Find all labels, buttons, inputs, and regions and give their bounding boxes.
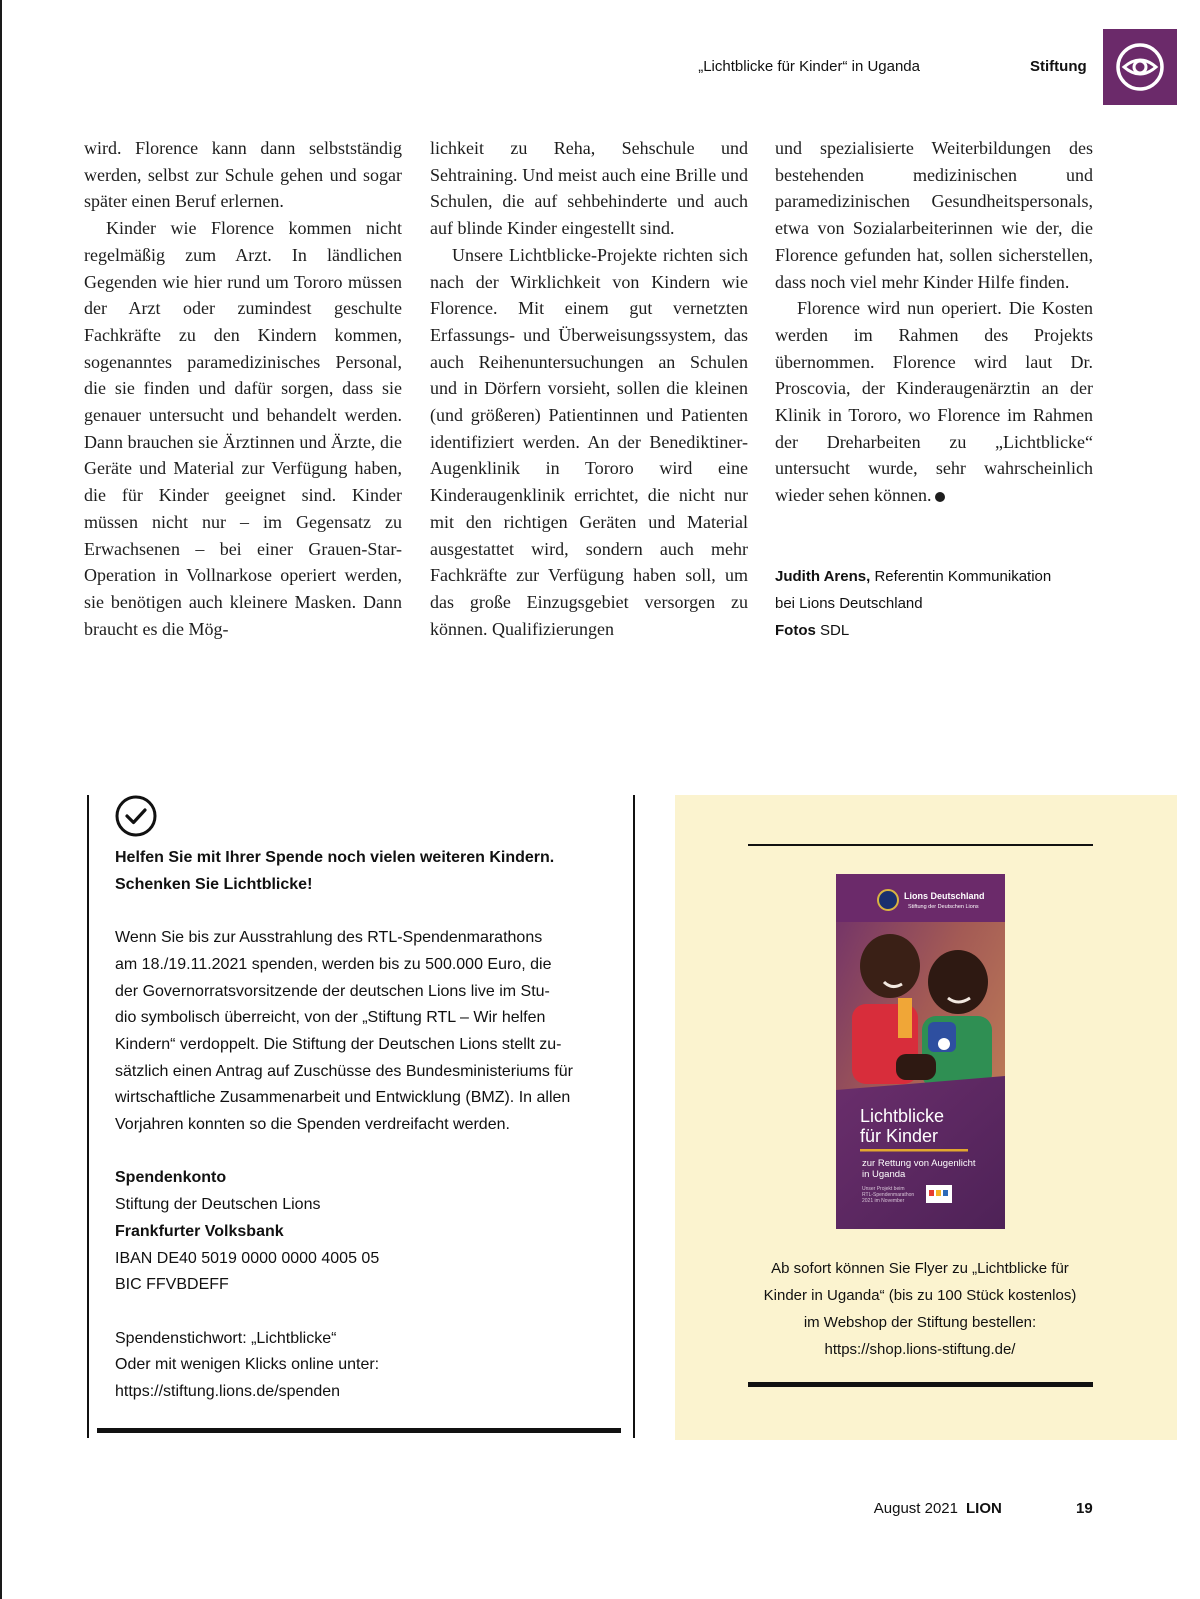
flyer-cover-image [836, 874, 1005, 1229]
photos-label: Fotos [775, 622, 816, 639]
article-paragraph: Kinder wie Florence kommen nicht regelmäßig zum Arzt. In ländlichen Gegenden wie hier rund um Tororo müssen der Arzt oder zumindest geschulte Fachkräfte zu den Kindern kommen, sogenanntes paramedizinisches Personal, die sie finden und dafür sorgen, dass sie genauer untersucht und behandelt werden. Dann brauchen sie Ärztinnen und Ärzte, die Geräte und Material zur Verfügung haben, die für Kinder geeignet sind. Kinder müssen nicht nur – im Gegensatz zu Erwachsenen – bei einer Grauen-Star-Operation in Vollnarkose operiert werden, sie benötigen auch kleinere Masken. Dann braucht es die Mög- [84, 218, 402, 639]
section-badge [1103, 29, 1177, 105]
article-paragraph: lichkeit zu Reha, Sehschule und Sehtraining. Und meist auch eine Brille und Schulen, die auf sehbehinderte und auch auf blinde Kinder eingestellt sind. [430, 138, 748, 239]
flyer-rule-top [748, 844, 1093, 846]
flyer-subtitle: zur Rettung von Augenlicht [862, 1158, 976, 1169]
article-column-2 [430, 135, 748, 642]
flyer-title: Lichtblicke [860, 1106, 945, 1126]
donation-body-line: am 18./19.11.2021 spenden, werden bis zu 500.000 Euro, die [115, 955, 552, 973]
donation-body-line: sätzlich einen Antrag auf Zuschüsse des Bundesministeriums für [115, 1062, 574, 1080]
account-holder: Stiftung der Deutschen Lions [115, 1196, 321, 1214]
section-label: Stiftung [1030, 58, 1087, 75]
article-credits [775, 563, 1105, 644]
donation-body-line: der Governorratsvorsitzende der deutschen Lions live im Stu- [115, 982, 550, 1000]
flyer-brand-sub: Stiftung der Deutschen Lions [908, 904, 979, 910]
donation-body-line: Kindern“ verdoppelt. Die Stiftung der Deutschen Lions stellt zu- [115, 1035, 562, 1053]
donation-text [115, 845, 615, 1406]
flyer-subtitle: in Uganda [862, 1169, 906, 1180]
article-paragraph-text: Florence wird nun operiert. Die Kosten werden im Rahmen des Projekts übernommen. Florence wird laut Dr. Proscovia, der Kinderaugenärztin an der Klinik in Tororo, wo Florence im Rahmen der Dreharbeiten zu „Lichtblicke“ untersucht wurde, sehr wahrscheinlich wieder sehen können. [775, 298, 1093, 506]
donation-body-line: Vorjahren konnten so die Spenden verdreifacht werden. [115, 1116, 510, 1134]
checkmark-circle-icon [115, 795, 157, 837]
donation-headline: Schenken Sie Lichtblicke! [115, 875, 313, 893]
page-edge [0, 0, 2, 1599]
donation-body-line: dio symbolisch überreicht, von der „Stiftung RTL – Wir helfen [115, 1009, 546, 1027]
box-bottom-rule [97, 1428, 621, 1433]
donation-keyword: Spendenstichwort: „Lichtblicke“ [115, 1329, 337, 1347]
online-text: Oder mit wenigen Klicks online unter: [115, 1356, 380, 1374]
bank-name: Frankfurter Volksbank [115, 1222, 284, 1240]
flyer-title: für Kinder [860, 1126, 939, 1146]
article-paragraph-last [775, 295, 1093, 509]
flyer-small: Unser Projekt beim [862, 1186, 905, 1192]
donation-body-line: Wenn Sie bis zur Ausstrahlung des RTL-Spendenmarathons [115, 929, 543, 947]
iban: IBAN DE40 5019 0000 0000 4005 05 [115, 1249, 380, 1267]
account-label: Spendenkonto [115, 1169, 227, 1187]
flyer-caption-line: Ab sofort können Sie Flyer zu „Lichtblicke für [771, 1260, 1069, 1277]
author-line [775, 563, 1105, 590]
running-header-topic: „Lichtblicke für Kinder“ in Uganda [698, 58, 920, 75]
donation-url[interactable]: https://stiftung.lions.de/spenden [115, 1383, 341, 1401]
author-role: Referentin Kommunikation [870, 568, 1052, 585]
box-right-rule [633, 795, 635, 1438]
article-paragraph: und spezialisierte Weiterbildungen des bestehenden medizinischen und paramedizinischen Gesundheitspersonals, etwa von Sozialarbeiterinnen wie der, die Florence gefunden hat, sollen sicherstellen, dass noch viel mehr Kinder Hilfe finden. [775, 138, 1093, 292]
article-paragraph: Unsere Lichtblicke-Projekte richten sich nach der Wirklichkeit von Kindern wie Florence. Mit einem gut vernetzten Erfassungs- und Überweisungssystem, das auch Reihenuntersuchungen an Schulen und in Dörfern vorsieht, sollen die kleinen (und größeren) Patientinnen und Patienten identifiziert werden. An der Benediktiner-Augenklinik in Tororo wird eine Kinderaugenklinik errichtet, die nicht nur mit den richtigen Geräten und Material ausgestattet wird, sondern auch mehr Fachkräfte zur Verfügung haben soll, um das große Einzugsgebiet versorgen zu können. Qualifizierungen [430, 244, 748, 639]
author-name: Judith Arens, [775, 568, 871, 585]
flyer-small: RTL-Spendenmarathon [862, 1192, 915, 1198]
flyer-small: 2021 im November [862, 1198, 905, 1204]
box-left-rule [87, 795, 89, 1438]
flyer-caption-line: im Webshop der Stiftung bestellen: [803, 1314, 1037, 1331]
end-mark-icon [935, 492, 945, 502]
donation-headline: Helfen Sie mit Ihrer Spende noch vielen weiteren Kindern. [115, 849, 555, 866]
flyer-brand: Lions Deutschland [904, 891, 985, 901]
donation-body-line: wirtschaftliche Zusammenarbeit und Entwicklung (BMZ). In allen [115, 1089, 571, 1107]
page-number: 19 [1076, 1500, 1093, 1517]
flyer-caption-line: Kinder in Uganda“ (bis zu 100 Stück kostenlos) [763, 1287, 1077, 1304]
footer-magazine: LION [966, 1500, 1002, 1517]
lions-logo-icon [878, 890, 898, 910]
flyer-caption [740, 1255, 1100, 1363]
photo-credit [775, 617, 1105, 644]
bic: BIC FFVBDEFF [115, 1276, 229, 1294]
photos-value: SDL [815, 622, 850, 639]
article-column-1 [84, 135, 402, 642]
article-paragraph: wird. Florence kann dann selbstständig werden, selbst zur Schule gehen und sogar später einen Beruf erlernen. [84, 138, 402, 212]
flyer-rule-bottom [748, 1382, 1093, 1387]
shop-url[interactable]: https://shop.lions-stiftung.de/ [824, 1341, 1016, 1358]
author-org: bei Lions Deutschland [775, 595, 923, 612]
eye-icon [1103, 29, 1177, 105]
article-column-3 [775, 135, 1093, 509]
footer-issue: August 2021 [873, 1500, 958, 1517]
